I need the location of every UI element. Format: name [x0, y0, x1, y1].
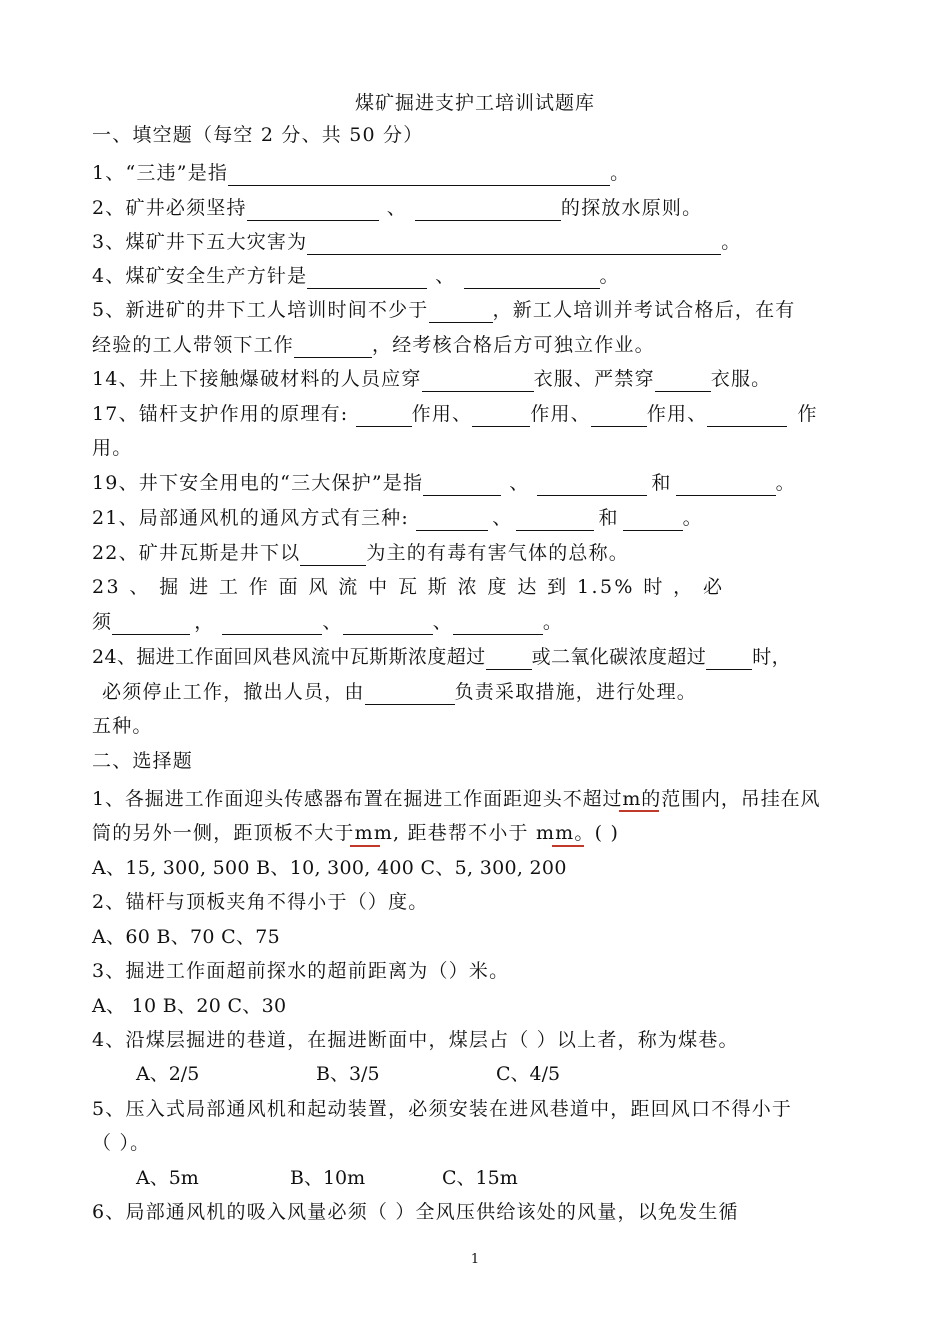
option-c: C、4/5: [496, 1063, 561, 1085]
answer-blank: [343, 612, 433, 635]
answer-blank: [655, 369, 711, 392]
question-22: 22、矿井瓦斯是井下以 为主的有毒有害气体的总称。: [92, 542, 629, 564]
answer-blank: [307, 232, 721, 255]
choice-question-1-continued: 筒的另外一侧，距顶板不大于mm, 距巷帮不小于 mm。( ): [92, 822, 620, 844]
choice-question-1-options: A、15, 300, 500 B、10, 300, 400 C、5, 300, 200: [92, 857, 567, 879]
answer-blank: [537, 473, 647, 496]
answer-blank: [365, 682, 455, 705]
question-5: 5、新进矿的井下工人培训时间不少于 ，新工人培训并考试合格后，在有: [92, 299, 796, 321]
question-2: 2、矿井必须坚持 、 的探放水原则。: [92, 197, 703, 219]
question-17-continued: 用。: [92, 437, 133, 459]
question-4: 4、煤矿安全生产方针是 、 。: [92, 265, 620, 287]
answer-blank: [307, 266, 427, 289]
document-title: 煤矿掘进支护工培训试题库: [354, 92, 595, 114]
answer-blank: [356, 404, 412, 427]
answer-blank: [423, 473, 501, 496]
option-b: B、10m: [290, 1167, 366, 1189]
answer-blank: [228, 163, 610, 186]
question-23: 23 、 掘 进 工 作 面 风 流 中 瓦 斯 浓 度 达 到 1.5% 时 ， 必: [92, 576, 725, 598]
answer-blank: [676, 473, 776, 496]
choice-question-1: 1、各掘进工作面迎头传感器布置在掘进工作面距迎头不超过m的范围内，吊挂在风: [92, 788, 821, 810]
answer-blank: [707, 404, 787, 427]
answer-blank: [486, 647, 532, 670]
option-b: B、3/5: [316, 1063, 380, 1085]
question-3: 3、煤矿井下五大灾害为 。: [92, 231, 742, 253]
spellcheck-underline: [619, 810, 659, 812]
spellcheck-underline: [552, 845, 584, 847]
question-23-continued: 须 ， 、 、 。: [92, 611, 564, 633]
answer-blank: [294, 335, 372, 358]
question-21: 21、局部通风机的通风方式有三种: 、 和 。: [92, 507, 703, 529]
question-1: 1、“三违”是指 。: [92, 162, 631, 184]
orphan-text: 五种。: [92, 715, 153, 737]
choice-question-4: 4、沿煤层掘进的巷道，在掘进断面中，煤层占（ ）以上者，称为煤巷。: [92, 1029, 739, 1051]
answer-blank: [415, 198, 561, 221]
answer-blank: [422, 369, 534, 392]
answer-blank: [623, 508, 683, 531]
choice-question-6: 6、局部通风机的吸入风量必须（ ）全风压供给该处的风量，以免发生循: [92, 1201, 739, 1223]
answer-blank: [247, 198, 379, 221]
answer-blank: [453, 612, 543, 635]
choice-question-5-continued: （ ）。: [92, 1132, 151, 1154]
page-number: 1: [470, 1252, 480, 1267]
choice-question-5: 5、压入式局部通风机和起动装置，必须安装在进风巷道中，距回风口不得小于: [92, 1098, 793, 1120]
answer-blank: [416, 508, 488, 531]
section-fill-blank-heading: 一、填空题（每空 2 分、共 50 分）: [92, 124, 424, 146]
choice-question-2-options: A、60 B、70 C、75: [92, 926, 281, 948]
section-choice-heading: 二、选择题: [92, 750, 194, 772]
question-24: 24、掘进工作面回风巷风流中瓦斯斯浓度超过 或二氧化碳浓度超过 时，: [92, 646, 791, 668]
answer-blank: [472, 404, 530, 427]
choice-question-2: 2、锚杆与顶板夹角不得小于（）度。: [92, 891, 429, 913]
question-19: 19、井下安全用电的“三大保护”是指 、 和 。: [92, 472, 796, 494]
question-14: 14、井上下接触爆破材料的人员应穿 衣服、严禁穿 衣服。: [92, 368, 772, 390]
option-c: C、15m: [442, 1167, 518, 1189]
choice-question-3: 3、掘进工作面超前探水的超前距离为（）米。: [92, 960, 510, 982]
answer-blank: [464, 266, 600, 289]
answer-blank: [112, 612, 190, 635]
choice-question-3-options: A、 10 B、20 C、30: [92, 995, 287, 1017]
question-24-continued: 必须停止工作，撤出人员，由 负责采取措施，进行处理。: [102, 681, 698, 703]
question-5-continued: 经验的工人带领下工作 ，经考核合格后方可独立作业。: [92, 334, 655, 356]
option-a: A、5m: [136, 1167, 199, 1189]
question-17: 17、锚杆支护作用的原理有: 作用、 作用、 作用、 作: [92, 403, 818, 425]
answer-blank: [222, 612, 322, 635]
answer-blank: [300, 543, 366, 566]
answer-blank: [429, 300, 493, 323]
spellcheck-underline: [350, 845, 380, 847]
answer-blank: [516, 508, 594, 531]
answer-blank: [591, 404, 647, 427]
option-a: A、2/5: [136, 1063, 200, 1085]
answer-blank: [706, 647, 752, 670]
